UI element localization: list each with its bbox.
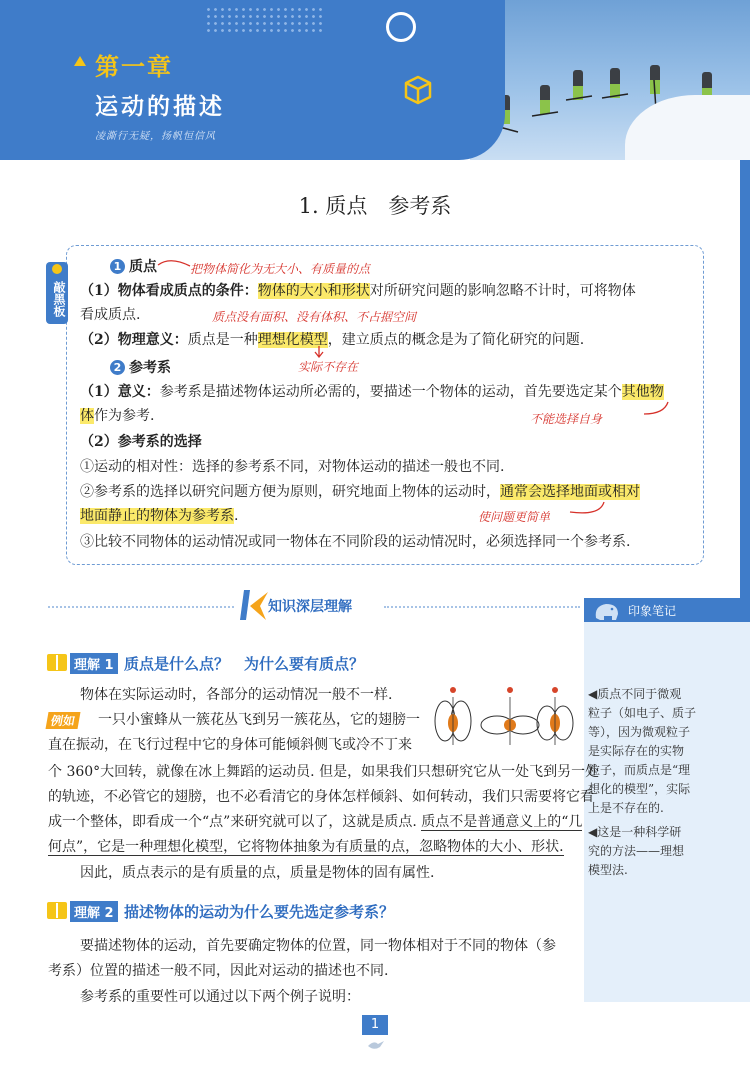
underlined-text: 何点”，它是一种理想化模型，它将物体抽象为有质量的点，忽略物体的大小、形状. bbox=[48, 839, 564, 855]
paragraph-line bbox=[48, 812, 582, 832]
note-line: 模型法. bbox=[588, 863, 628, 877]
number-badge: 2 bbox=[110, 360, 125, 375]
paragraph-line bbox=[48, 837, 564, 857]
annotation-note: 不能选择自身 bbox=[530, 412, 603, 426]
lesson-title: 1. 质点 参考系 bbox=[298, 194, 452, 218]
choice-text: ②参考系的选择以研究问题方便为原则，研究地面上物体的运动时， bbox=[80, 484, 500, 500]
significance-line-2 bbox=[80, 406, 154, 426]
choice-item-3: ③比较不同物体的运动情况或同一物体在不同阶段的运动情况时，必须选择同一个参考系. bbox=[80, 534, 631, 550]
divider bbox=[48, 606, 234, 609]
cube-icon bbox=[404, 75, 432, 105]
number-badge: 1 bbox=[110, 259, 125, 274]
page-number: 1 bbox=[362, 1015, 388, 1035]
condition-label: （1）物体看成质点的条件： bbox=[80, 283, 258, 299]
chapter-title: 运动的描述 bbox=[95, 94, 225, 120]
understanding-label: 理解 2 bbox=[70, 901, 118, 922]
note-line: 上是不存在的. bbox=[588, 801, 664, 815]
section-title: 知识深层理解 bbox=[268, 599, 352, 615]
notes-header bbox=[584, 598, 750, 622]
note-line: 等），因为微观粒子 bbox=[588, 725, 691, 739]
book-icon bbox=[47, 654, 67, 671]
tag-dot-icon bbox=[52, 264, 62, 274]
bee-diagram bbox=[425, 683, 575, 753]
k-logo-icon bbox=[236, 586, 272, 624]
edge-tab bbox=[740, 160, 750, 600]
understanding-question: 描述物体的运动为什么要先选定参考系？ bbox=[124, 903, 395, 921]
arrow-annotation bbox=[566, 500, 606, 520]
choice-item-2-cont bbox=[80, 506, 238, 526]
circle-decoration bbox=[386, 12, 416, 42]
paragraph-line: 一只小蜜蜂从一簇花丛飞到另一簇花丛，它的翅膀一 bbox=[98, 712, 420, 728]
note-line: 究的方法——理想 bbox=[588, 844, 685, 858]
highlight-text: 理想化模型 bbox=[257, 332, 328, 348]
paragraph-line: 参考系的重要性可以通过以下两个例子说明： bbox=[80, 989, 360, 1005]
choice-heading: （2）参考系的选择 bbox=[80, 434, 202, 450]
arrow-annotation bbox=[640, 400, 670, 420]
divider bbox=[384, 606, 580, 609]
significance-text-2: 作为参考. bbox=[94, 408, 155, 424]
bird-icon bbox=[366, 1038, 386, 1052]
highlight-text: 物体的大小和形状 bbox=[257, 283, 370, 299]
elephant-icon bbox=[592, 600, 622, 622]
highlight-text: 地面静止的物体为参考系 bbox=[80, 508, 234, 524]
triangle-icon bbox=[74, 56, 86, 66]
dot-pattern bbox=[205, 6, 325, 36]
note-line: 是实际存在的实物 bbox=[588, 744, 685, 758]
paragraph-line: 个 360°大回转，就像在冰上舞蹈的运动员. 但是，如果我们只想研究它从一处飞到另一处 bbox=[48, 764, 600, 780]
point2-title: 参考系 bbox=[129, 360, 171, 376]
period: . bbox=[234, 508, 239, 524]
meaning-line bbox=[80, 330, 584, 350]
annotation-note: 把物体简化为无大小、有质量的点 bbox=[190, 262, 371, 276]
paragraph-line: 物体在实际运动时，各部分的运动情况一般不一样. bbox=[80, 687, 393, 703]
condition-text: 对所研究问题的影响忽略不计时，可将物体 bbox=[369, 283, 636, 299]
chapter-header bbox=[0, 0, 750, 160]
arrow-annotation bbox=[314, 346, 324, 358]
annotation-note: 使问题更简单 bbox=[478, 510, 551, 524]
point1-heading bbox=[110, 257, 157, 277]
condition-line-2: 看成质点. bbox=[80, 307, 141, 323]
chapter-number: 第一章 bbox=[95, 53, 173, 81]
paragraph-text: 成一个整体，即看成一个“点”来研究就可以了，这就是质点. bbox=[48, 814, 422, 830]
significance-label: （1）意义： bbox=[80, 384, 160, 400]
point2-heading bbox=[110, 358, 171, 378]
note-line: ◀质点不同于微观 bbox=[588, 687, 682, 701]
example-tag: 例如 bbox=[46, 712, 81, 729]
significance-line bbox=[80, 382, 664, 402]
significance-text: 参考系是描述物体运动所必需的，要描述一个物体的运动，首先要选定某个 bbox=[159, 384, 622, 400]
book-icon bbox=[47, 902, 67, 919]
paragraph-line: 考系）位置的描述一般不同，因此对运动的描述也不同. bbox=[48, 963, 389, 979]
blackboard-tag: 敲黑板 bbox=[46, 262, 68, 324]
choice-item-2 bbox=[80, 482, 640, 502]
annotation-note: 实际不存在 bbox=[298, 360, 359, 374]
meaning-text: 质点是一种 bbox=[187, 332, 258, 348]
highlight-text: 体 bbox=[80, 408, 94, 424]
arrow-annotation bbox=[156, 258, 192, 272]
paragraph-line: 直在振动，在飞行过程中它的身体可能倾斜侧飞或冷不丁来 bbox=[48, 737, 412, 753]
paragraph-line: 要描述物体的运动，首先要确定物体的位置，同一物体相对于不同的物体（参 bbox=[80, 938, 556, 954]
chapter-motto: 凌澌行无疑，扬帆恒信风 bbox=[95, 131, 216, 142]
note-line: 想化的模型”，实际 bbox=[588, 782, 691, 796]
note-line: 粒子，而质点是“理 bbox=[588, 763, 691, 777]
underlined-text: 质点不是普通意义上的“几 bbox=[421, 814, 583, 830]
choice-item-1: ①运动的相对性：选择的参考系不同，对物体运动的描述一般也不同. bbox=[80, 459, 505, 475]
note-line: ◀这是一种科学研 bbox=[588, 825, 682, 839]
understanding-label: 理解 1 bbox=[70, 653, 118, 674]
highlight-text: 通常会选择地面或相对 bbox=[500, 484, 640, 500]
note-line: 粒子（如电子、质子 bbox=[588, 706, 697, 720]
meaning-text-2: ，建立质点的概念是为了简化研究的问题. bbox=[327, 332, 585, 348]
paragraph-line: 因此，质点表示的是有质量的点，质量是物体的固有属性. bbox=[80, 865, 435, 881]
condition-line bbox=[80, 281, 636, 301]
highlight-text: 其他物 bbox=[621, 384, 664, 400]
annotation-note: 质点没有面积、没有体积、不占据空间 bbox=[212, 310, 417, 324]
notes-title: 印象笔记 bbox=[628, 604, 677, 618]
paragraph-line: 的轨迹，不必管它的翅膀，也不必看清它的身体怎样倾斜、如何转动，我们只需要将它看 bbox=[48, 789, 594, 805]
point1-title: 质点 bbox=[129, 259, 157, 275]
meaning-label: （2）物理意义： bbox=[80, 332, 188, 348]
understanding-question: 质点是什么点？ 为什么要有质点？ bbox=[124, 655, 365, 673]
